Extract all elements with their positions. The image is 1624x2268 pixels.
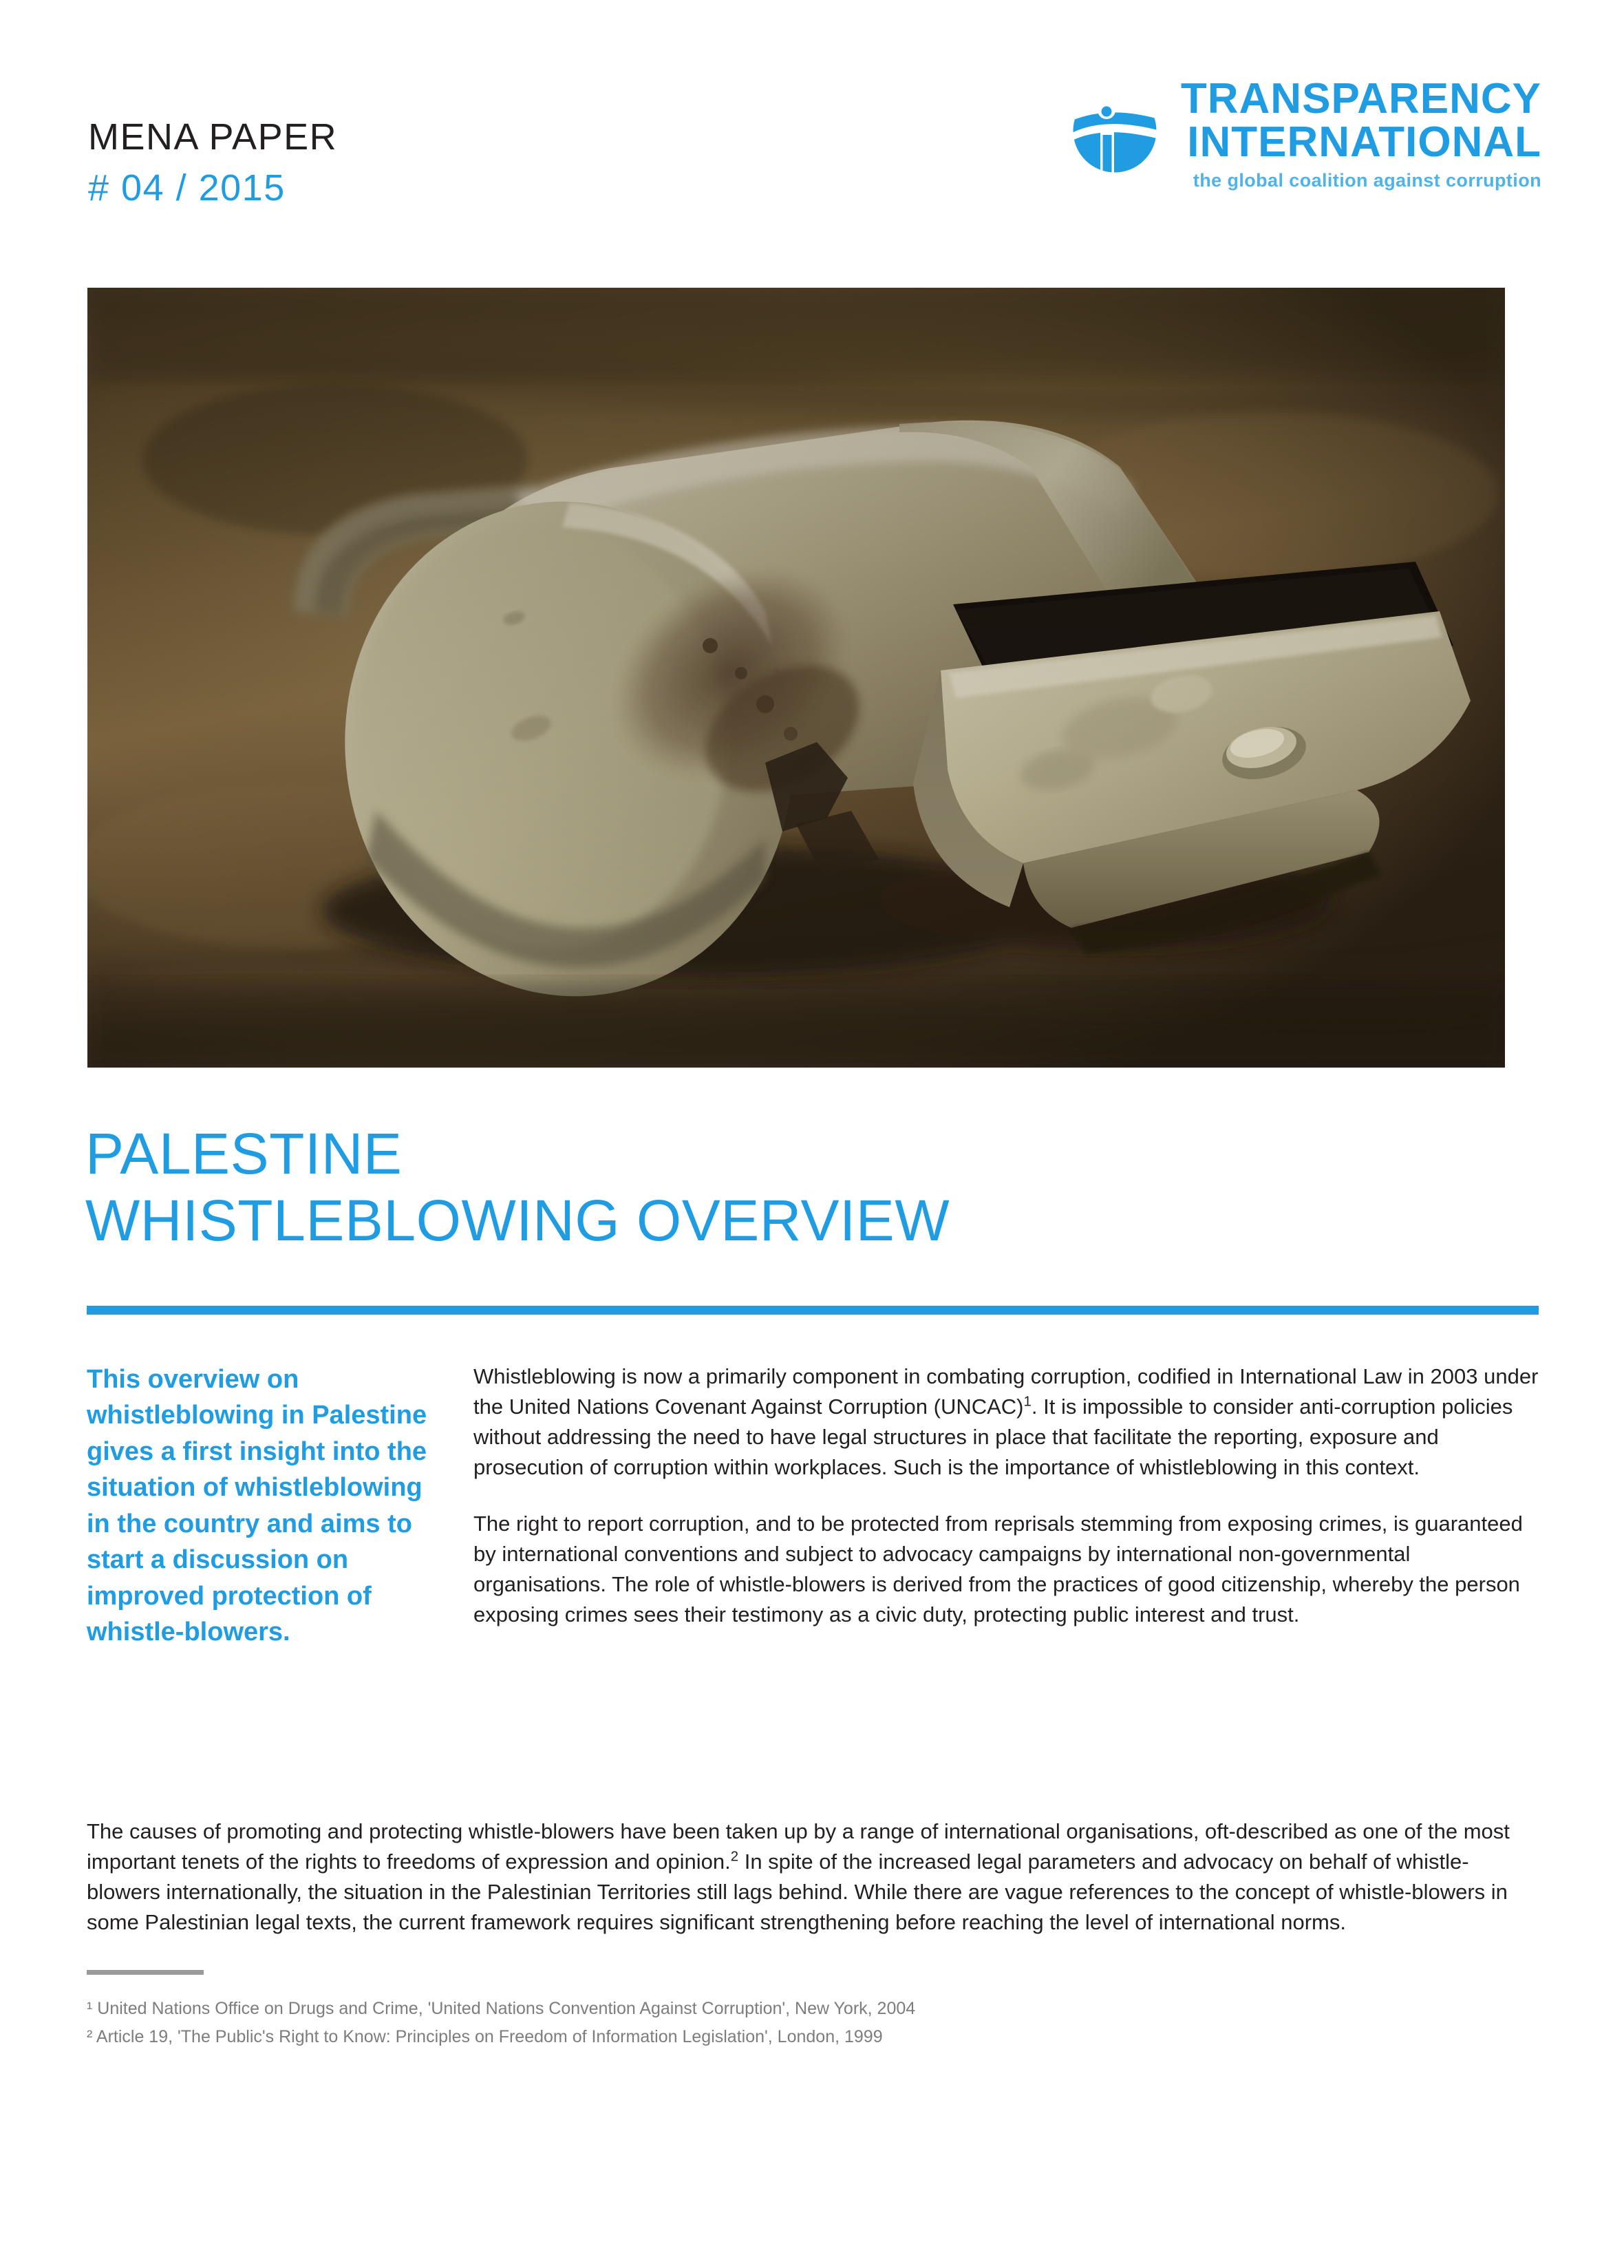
- body-columns: [87, 1361, 1539, 1651]
- logo-line-international: INTERNATIONAL: [1187, 118, 1541, 167]
- lede-text: This overview on whistleblowing in Palestine gives a first insight into the situation of whistleblowing in the country and aims to start a discussion on improved protection of whistle-blowers.: [87, 1365, 427, 1647]
- paragraph-1-text-after-footnote: . It is impossible to consider anti-corruption policies without addressing the need to have legal structures in place that facilitate the reporting, exposure and prosecution of corruption within workplaces. Such is the importance of whistleblowing in this context.: [473, 1395, 1513, 1480]
- footnote-ref-1: 1: [1023, 1393, 1032, 1410]
- paragraph-3-text-before-footnote: The causes of promoting and protecting whistle-blowers have been taken up by a range of international organisations, oft-described as one of the most important tenets of the rights to freedoms of expression and opinion.: [87, 1819, 1510, 1874]
- logo-wordmark: [1181, 77, 1541, 191]
- page-header: [0, 0, 1624, 275]
- footnote-separator-rule: [87, 1970, 204, 1975]
- title-divider-rule: [87, 1306, 1539, 1315]
- page-title-line-2: WHISTLEBLOWING OVERVIEW: [85, 1188, 950, 1253]
- paragraph-1-text-before-footnote: Whistleblowing is now a primarily component in combating corruption, codified in International Law in 2003 under the United Nations Covenant Against Corruption (UNCAC): [473, 1364, 1539, 1419]
- paragraph-3-text-after-footnote: In spite of the increased legal parameters and advocacy on behalf of whistle-blowers internationally, the situation in the Palestinian Territories still lags behind. While there are vague references to the concept of whistle-blowers in some Palestinian legal texts, the current framework requires significant strengthening before reaching the level of international norms.: [87, 1850, 1508, 1935]
- issue-number-label: # 04 / 2015: [88, 167, 286, 209]
- footnote-list: [87, 1995, 1463, 2050]
- intro-column: [473, 1361, 1539, 1651]
- body-paragraph-3: [87, 1816, 1540, 1938]
- footnote-item-1: ¹ United Nations Office on Drugs and Crime, 'United Nations Convention Against Corruption', New York, 2004: [87, 1999, 916, 2018]
- lede-column: [87, 1361, 431, 1651]
- body-paragraph-2: The right to report corruption, and to be protected from reprisals stemming from exposing crimes, is guaranteed by international conventions and subject to advocacy campaigns by international non-governmental organisations. The role of whistle-blowers is derived from the practices of good citizenship, whereby the person exposing crimes sees their testimony as a civic duty, protecting public interest and trust.: [473, 1512, 1523, 1627]
- footnote-ref-2: 2: [730, 1848, 739, 1865]
- page-title: [85, 1121, 950, 1255]
- logo-line-transparency: TRANSPARENCY: [1180, 75, 1541, 123]
- masthead: [88, 116, 337, 210]
- transparency-international-logo: [1067, 77, 1541, 191]
- page-title-line-1: PALESTINE: [85, 1121, 403, 1186]
- footnote-item-2: ² Article 19, 'The Public's Right to Know: Principles on Freedom of Information Legislation', London, 1999: [87, 2026, 883, 2046]
- paper-type-label: MENA PAPER: [88, 116, 338, 158]
- transparency-international-globe-person-icon: [1067, 83, 1163, 179]
- cover-photo-whistle: [87, 288, 1505, 1068]
- logo-tagline: the global coalition against corruption: [1193, 170, 1541, 191]
- body-paragraph-1: [473, 1361, 1539, 1483]
